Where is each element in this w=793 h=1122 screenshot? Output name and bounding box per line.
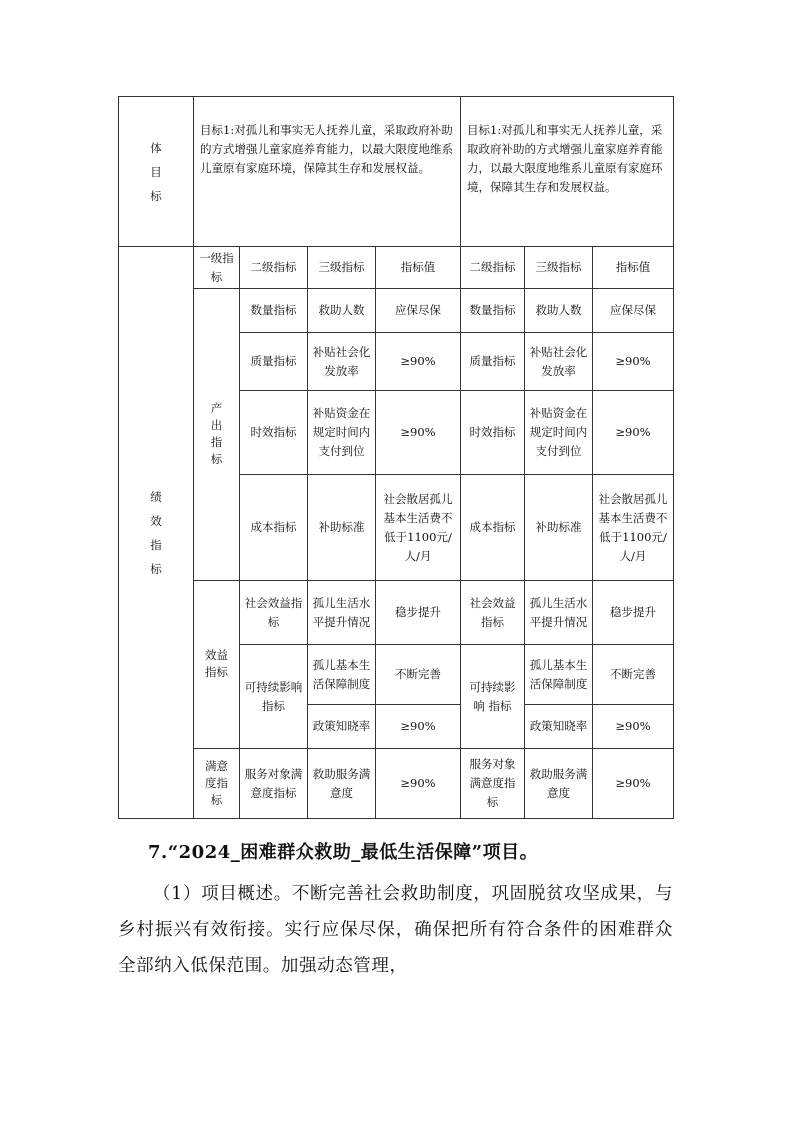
sustain-b-value-a: ≥90% — [376, 705, 461, 749]
row-satisfaction — [119, 749, 674, 819]
sustain-b-level3-b: 政策知晓率 — [525, 705, 593, 749]
header-level3-b: 三级指标 — [525, 247, 593, 289]
section-title: 7.“2024_困难群众救助_最低生活保障”项目。 — [148, 842, 539, 863]
goal-label — [119, 97, 194, 247]
row-social — [119, 581, 674, 645]
satis-level2-b: 服务对象满意度指标 — [461, 749, 525, 819]
sustain-a-value-a: 不断完善 — [376, 645, 461, 705]
cost-level2-b: 成本指标 — [461, 475, 525, 581]
satis-level3-a: 救助服务满意度 — [308, 749, 376, 819]
quality-level2-b: 质量指标 — [461, 333, 525, 391]
satis-value-a: ≥90% — [376, 749, 461, 819]
social-value-a: 稳步提升 — [376, 581, 461, 645]
sustain-a-level3-b: 孤儿基本生活保障制度 — [525, 645, 593, 705]
goal-row — [119, 97, 674, 247]
sustain-b-level3-a: 政策知晓率 — [308, 705, 376, 749]
group-benefit — [194, 581, 240, 749]
cost-level2-a: 成本指标 — [240, 475, 308, 581]
goal-a: 目标1:对孤儿和事实无人抚养儿童，采取政府补助的方式增强儿童家庭养育能力，以最大限度地维系儿童原有家庭环境，保障其生存和发展权益。 — [194, 97, 461, 247]
section-label-text: 绩效指标 — [150, 489, 162, 576]
quantity-value-a: 应保尽保 — [376, 289, 461, 333]
sustain-a-level3-a: 孤儿基本生活保障制度 — [308, 645, 376, 705]
timeliness-level3-a: 补贴资金在规定时间内支付到位 — [308, 391, 376, 475]
satis-level2-a: 服务对象满意度指标 — [240, 749, 308, 819]
header-value-a: 指标值 — [376, 247, 461, 289]
goal-label-text: 体目标 — [150, 140, 162, 203]
group-benefit-text: 效益指标 — [205, 648, 228, 679]
quantity-value-b: 应保尽保 — [593, 289, 674, 333]
quality-value-b: ≥90% — [593, 333, 674, 391]
header-level1: 一级指标 — [194, 247, 240, 289]
header-row — [119, 247, 674, 289]
quantity-level3-b: 救助人数 — [525, 289, 593, 333]
social-value-b: 稳步提升 — [593, 581, 674, 645]
quality-level3-b: 补贴社会化发放率 — [525, 333, 593, 391]
section-paragraph: （1）项目概述。不断完善社会救助制度，巩固脱贫攻坚成果，与乡村振兴有效衔接。实行应保尽保，确保把所有符合条件的困难群众全部纳入低保范围。加强动态管理， — [118, 884, 673, 976]
header-level2-b: 二级指标 — [461, 247, 525, 289]
timeliness-level2-b: 时效指标 — [461, 391, 525, 475]
social-level2-b: 社会效益指标 — [461, 581, 525, 645]
group-satisfaction — [194, 749, 240, 819]
quality-level2-a: 质量指标 — [240, 333, 308, 391]
cost-value-b: 社会散居孤儿基本生活费不低于1100元/人/月 — [593, 475, 674, 581]
timeliness-level3-b: 补贴资金在规定时间内支付到位 — [525, 391, 593, 475]
social-level3-b: 孤儿生活水平提升情况 — [525, 581, 593, 645]
timeliness-level2-a: 时效指标 — [240, 391, 308, 475]
sustain-level2-a: 可持续影响 指标 — [240, 645, 308, 749]
quality-level3-a: 补贴社会化发放率 — [308, 333, 376, 391]
header-level2-a: 二级指标 — [240, 247, 308, 289]
social-level3-a: 孤儿生活水平提升情况 — [308, 581, 376, 645]
quality-value-a: ≥90% — [376, 333, 461, 391]
timeliness-value-a: ≥90% — [376, 391, 461, 475]
quantity-level3-a: 救助人数 — [308, 289, 376, 333]
quantity-level2-b: 数量指标 — [461, 289, 525, 333]
group-satisfaction-text: 满意度指标 — [205, 758, 228, 807]
group-output — [194, 289, 240, 581]
sustain-b-value-b: ≥90% — [593, 705, 674, 749]
header-value-b: 指标值 — [593, 247, 674, 289]
performance-table — [118, 96, 674, 819]
timeliness-value-b: ≥90% — [593, 391, 674, 475]
satis-level3-b: 救助服务满意度 — [525, 749, 593, 819]
sustain-a-value-b: 不断完善 — [593, 645, 674, 705]
row-quantity — [119, 289, 674, 333]
cost-level3-a: 补助标准 — [308, 475, 376, 581]
goal-b: 目标1:对孤儿和事实无人抚养儿童，采取政府补助的方式增强儿童家庭养育能力，以最大限度地维系儿童原有家庭环境，保障其生存和发展权益。 — [461, 97, 674, 247]
satis-value-b: ≥90% — [593, 749, 674, 819]
cost-level3-b: 补助标准 — [525, 475, 593, 581]
group-output-text: 产出指标 — [210, 401, 223, 466]
quantity-level2-a: 数量指标 — [240, 289, 308, 333]
cost-value-a: 社会散居孤儿基本生活费不低于1100元/人/月 — [376, 475, 461, 581]
header-level3-a: 三级指标 — [308, 247, 376, 289]
social-level2-a: 社会效益指标 — [240, 581, 308, 645]
section-label — [119, 247, 194, 819]
sustain-level2-b: 可持续影响 指标 — [461, 645, 525, 749]
